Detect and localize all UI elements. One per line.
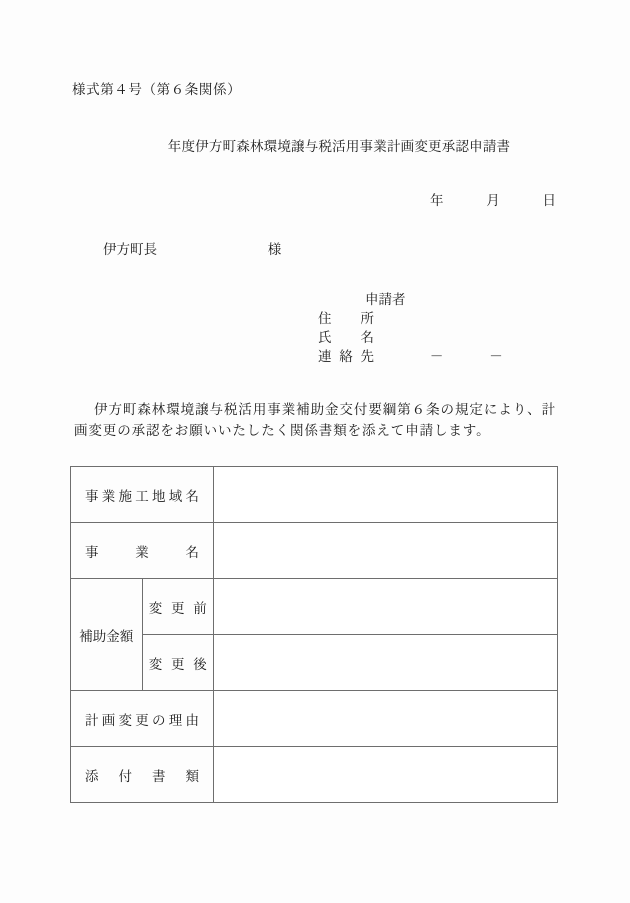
applicant-block (318, 290, 503, 366)
date-year-label: 年 (430, 193, 444, 208)
application-table (70, 466, 558, 803)
row-label-before-change (142, 579, 214, 635)
row-label-text: 添付書類 (85, 768, 199, 784)
row-label-after-change (142, 635, 214, 691)
applicant-name-row (318, 328, 503, 347)
row-value-project-name[interactable] (214, 523, 558, 579)
row-label-text: 事業施工地域名 (85, 488, 199, 504)
row-label-text: 変更後 (148, 656, 207, 672)
date-day-label: 日 (542, 193, 556, 208)
addressee (103, 238, 281, 258)
applicant-address-label: 住所 (318, 311, 374, 326)
row-label-text: 計画変更の理由 (85, 712, 199, 728)
applicant-contact-label: 連絡先 (318, 349, 374, 364)
table-row (71, 523, 558, 579)
table-row (71, 579, 558, 635)
addressee-name: 伊方町長 (103, 242, 157, 257)
row-label-text: 事業名 (85, 544, 199, 560)
applicant-address-row (318, 309, 503, 328)
row-value-change-reason[interactable] (214, 691, 558, 747)
applicant-contact-row (318, 347, 503, 366)
row-value-project-area[interactable] (214, 467, 558, 523)
table-row (71, 691, 558, 747)
page-title: 年度伊方町森林環境譲与税活用事業計画変更承認申請書 (167, 139, 511, 154)
applicant-heading: 申請者 (365, 292, 406, 307)
row-value-before-change[interactable] (214, 579, 558, 635)
row-value-attachments[interactable] (214, 747, 558, 803)
body-paragraph: 伊方町森林環境譲与税活用事業補助金交付要綱第６条の規定により、計画変更の承認をお願いいたしたく関係書類を添えて申請します。 (74, 402, 556, 438)
row-label-text: 変更前 (148, 600, 207, 616)
applicant-contact-dash-2: － (489, 349, 503, 364)
date-month-label: 月 (486, 193, 500, 208)
form-number: 様式第４号（第６条関係） (72, 82, 242, 97)
addressee-honorific: 様 (267, 242, 282, 257)
applicant-name-label: 氏名 (318, 330, 374, 345)
row-label-change-reason (71, 691, 214, 747)
row-label-text: 補助金額 (79, 628, 134, 644)
row-value-after-change[interactable] (214, 635, 558, 691)
row-label-project-area (71, 467, 214, 523)
table-row (71, 635, 558, 691)
table-row (71, 747, 558, 803)
row-label-subsidy-amount (71, 579, 143, 691)
row-label-project-name (71, 523, 214, 579)
table-row (71, 467, 558, 523)
applicant-contact-dash-1: － (429, 349, 444, 364)
date-line (430, 189, 556, 209)
row-label-attachments (71, 747, 214, 803)
